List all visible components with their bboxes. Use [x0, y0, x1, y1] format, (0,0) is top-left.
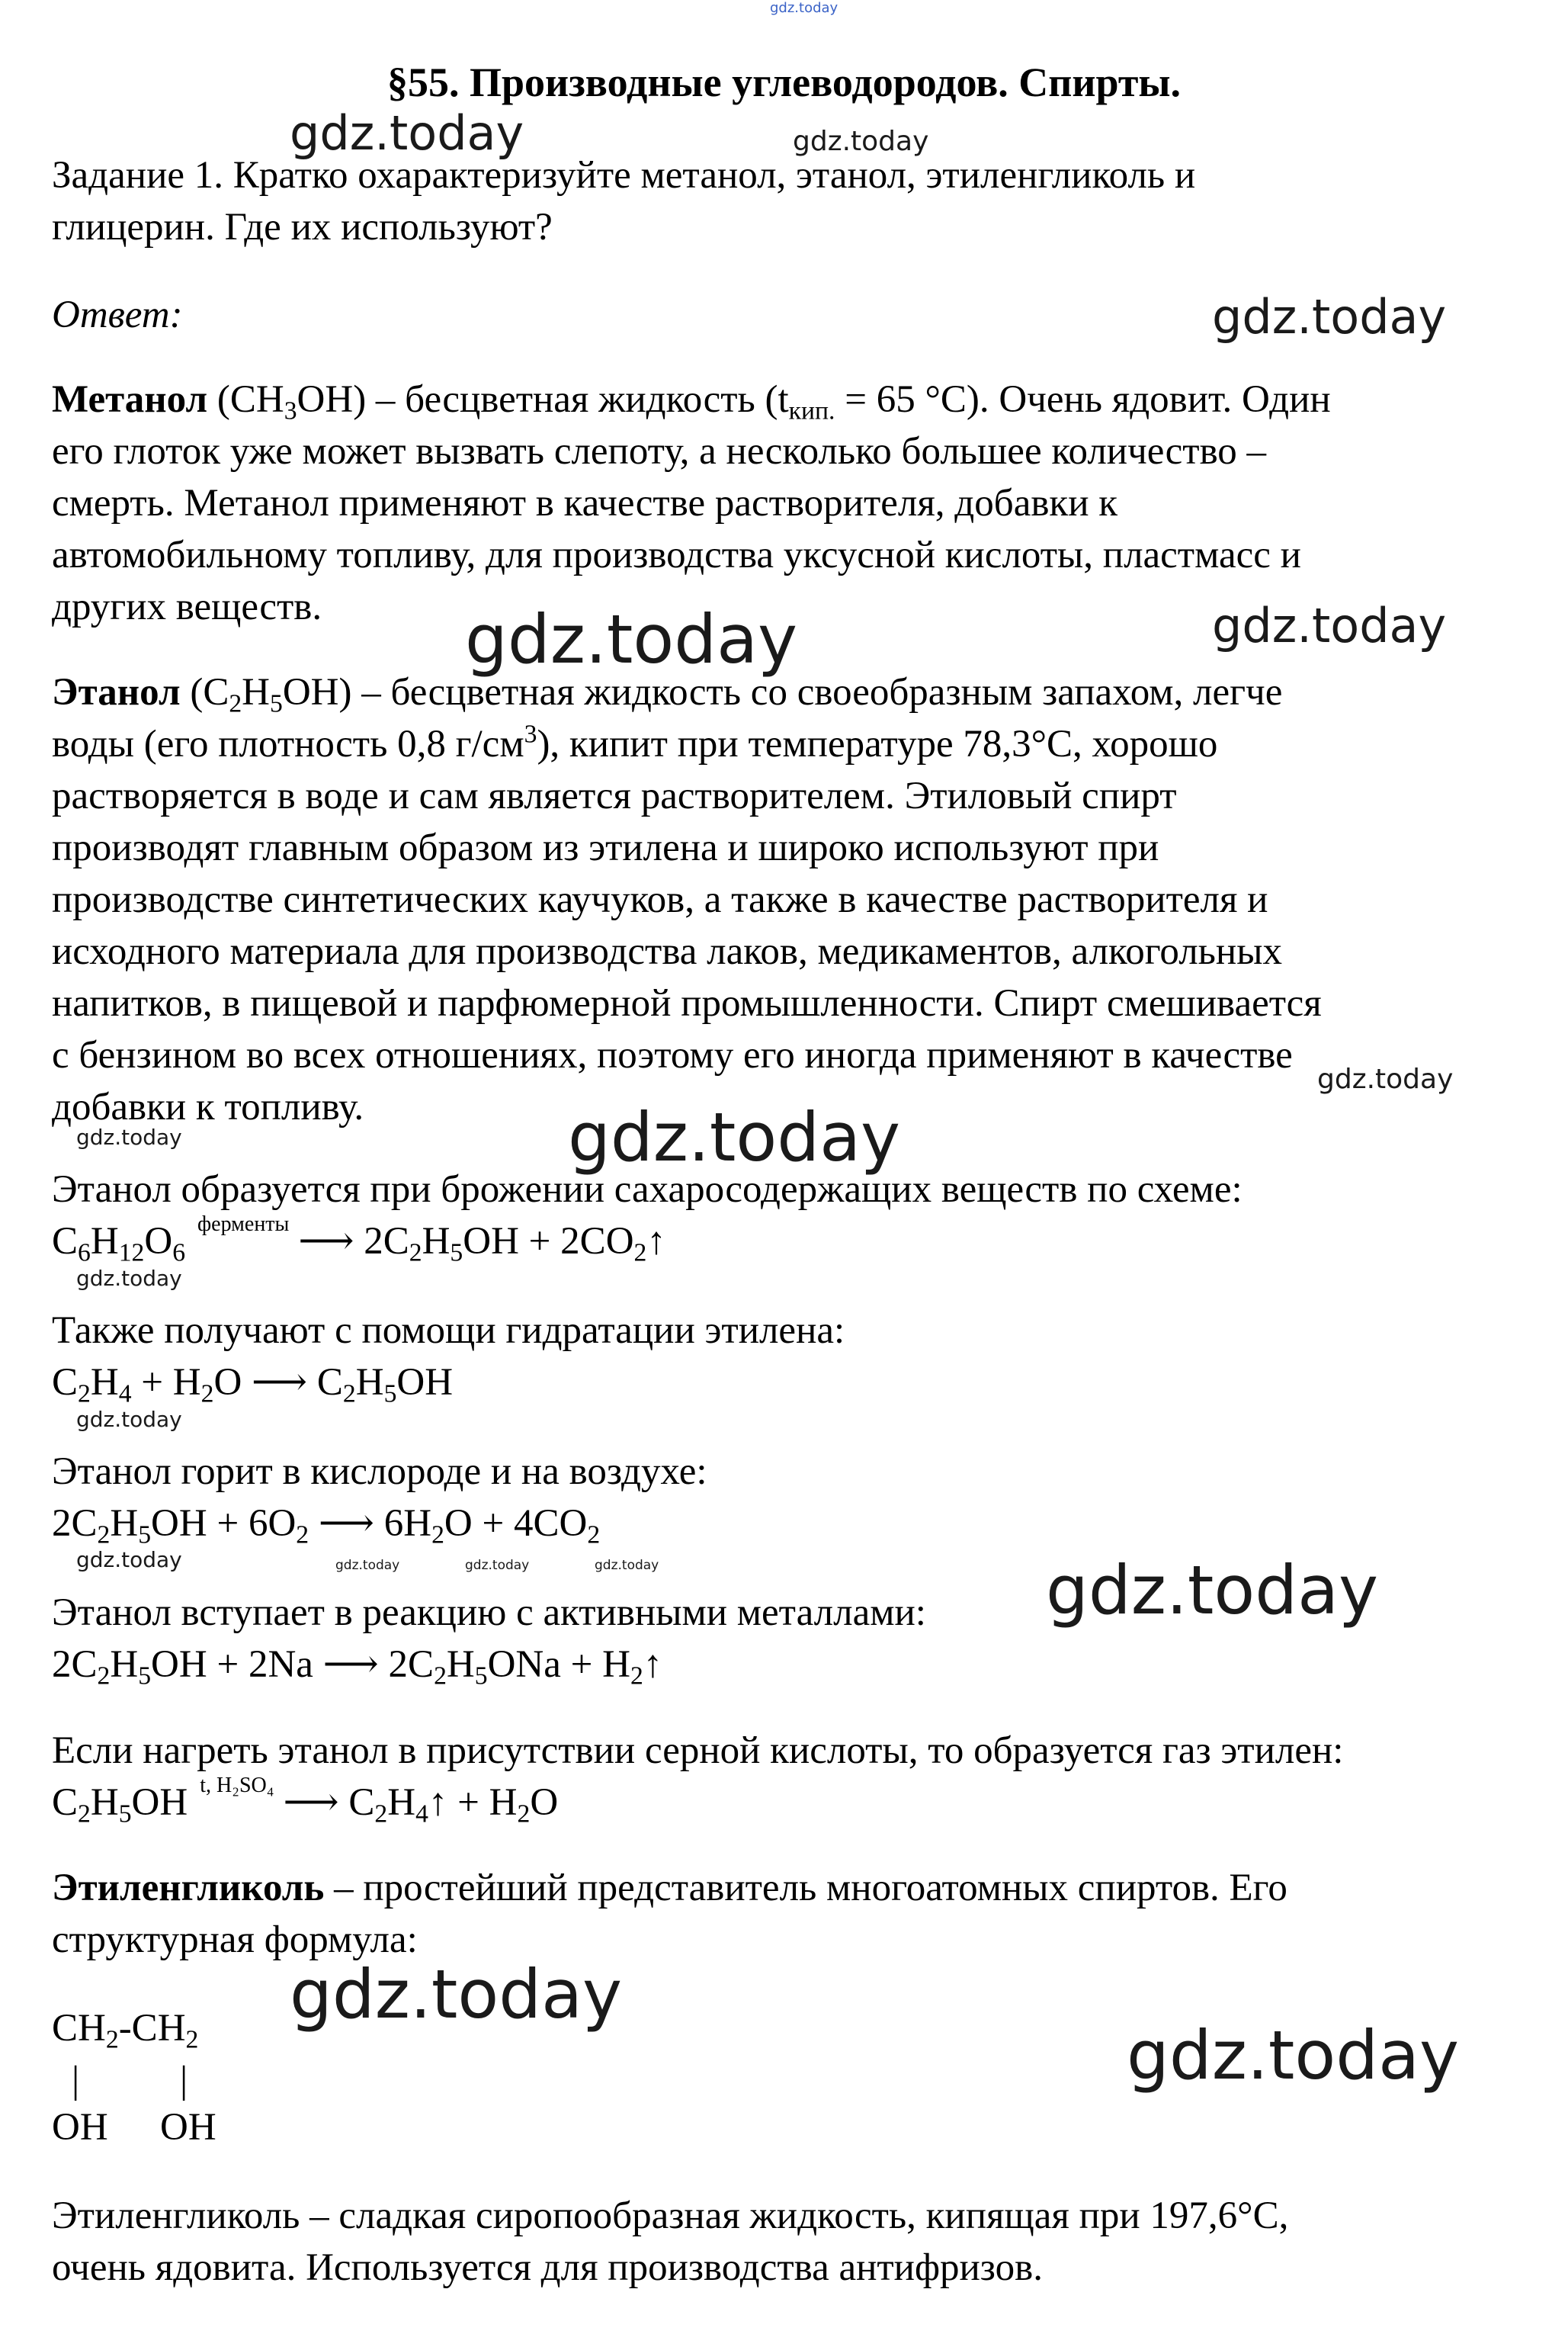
- answer-label-text: Ответ:: [52, 294, 183, 336]
- ethanol-line-1: Этанол $(C_2H_5OH)$ – бесцветная жидкость со своеобразным запахом, легче: [52, 671, 1283, 718]
- watermark-top: gdz.today: [770, 0, 839, 16]
- glycol-struct-oh-right: OH: [160, 2106, 216, 2149]
- hydration-equation: $C_2H_4 + H_2O$ ⟶ $C_2H_5OH$: [52, 1361, 454, 1408]
- metals-equation: $2C_2H_5OH + 2Na$ ⟶ $2C_2H_5ONa$ + $H_2↑$: [52, 1643, 663, 1690]
- ethanol-line-9: добавки к топливу.: [52, 1086, 364, 1128]
- metals-text: Этанол вступает в реакцию с активными металлами:: [52, 1591, 926, 1634]
- glycol-line-2: структурная формула:: [52, 1918, 418, 1961]
- combustion-equation: $2C_2H_5OH + 6O_2$ ⟶ $6H_2O + 4CO_2$: [52, 1502, 601, 1549]
- glycol-desc-2: очень ядовита. Используется для производства антифризов.: [52, 2246, 1043, 2289]
- ethanol-line-7: напитков, в пищевой и парфюмерной промышленности. Спирт смешивается: [52, 982, 1322, 1025]
- glycol-line-1: Этиленгликоль – простейший представитель многоатомных спиртов. Его: [52, 1867, 1287, 1909]
- watermark: gdz.today: [1212, 289, 1447, 345]
- watermark: gdz.today: [290, 105, 524, 161]
- dehydration-text: Если нагреть этанол в присутствии серной кислоты, то образуется газ этилен:: [52, 1729, 1344, 1772]
- ethanol-line-5: производстве синтетических каучуков, а также в качестве растворителя и: [52, 878, 1268, 921]
- page-title: §55. Производные углеводородов. Спирты.: [386, 59, 1182, 105]
- watermark: gdz.today: [568, 1098, 901, 1177]
- enzymes-label: ферменты: [197, 1212, 290, 1236]
- watermark: gdz.today: [465, 1558, 530, 1573]
- task-line-2: глицерин. Где их используют?: [52, 206, 553, 249]
- watermark: gdz.today: [76, 1266, 182, 1291]
- glycol-struct-oh-left: OH: [52, 2106, 108, 2149]
- combustion-text: Этанол горит в кислороде и на воздухе:: [52, 1450, 707, 1493]
- conditions-label: t, H₂SO₄: [200, 1774, 274, 1797]
- watermark: gdz.today: [793, 126, 929, 157]
- fermentation-equation: $C_6H_{12}O_6^{ферменты}$ ⟶ $2C_2H_5OH$ + $2CO_2↑$: [52, 1212, 666, 1267]
- methanol-line-2: его глоток уже может вызвать слепоту, а несколько большее количество –: [52, 430, 1267, 473]
- ethanol-line-4: производят главным образом из этилена и широко используют при: [52, 827, 1159, 869]
- glycol-struct-bond-left: |: [72, 2059, 80, 2101]
- glycol-name: Этиленгликоль: [52, 1867, 325, 1909]
- task-line-1: Задание 1. Кратко охарактеризуйте метанол, этанол, этиленгликоль и: [52, 154, 1196, 197]
- ethanol-name: Этанол: [52, 671, 181, 714]
- watermark: gdz.today: [1127, 2016, 1460, 2095]
- ethanol-line-3: растворяется в воде и сам является растворителем. Этиловый спирт: [52, 775, 1177, 817]
- ethanol-line-8: с бензином во всех отношениях, поэтому его иногда применяют в качестве: [52, 1034, 1293, 1077]
- watermark: gdz.today: [595, 1558, 659, 1573]
- methanol-line-4: автомобильному топливу, для производства уксусной кислоты, пластмасс и: [52, 534, 1301, 576]
- fermentation-text: Этанол образуется при брожении сахаросодержащих веществ по схеме:: [52, 1168, 1243, 1211]
- glycol-struct-top: $CH_2-CH_2$: [52, 2007, 199, 2054]
- methanol-line-3: смерть. Метанол применяют в качестве растворителя, добавки к: [52, 482, 1118, 525]
- ethanol-line-2: воды (его плотность 0,8 $г/см^3$), кипит при температуре 78,3°С, хорошо: [52, 720, 1218, 766]
- watermark: gdz.today: [335, 1558, 400, 1573]
- glycol-desc-1: Этиленгликоль – сладкая сиропообразная жидкость, кипящая при 197,6°С,: [52, 2194, 1289, 2237]
- dehydration-equation: $C_2H_5OH$ $^{t, H_2SO_4}$ ⟶ $C_2H_4↑ + H_2O$: [52, 1774, 559, 1828]
- methanol-line-5: других веществ.: [52, 586, 322, 628]
- glycol-struct-bond-right: |: [180, 2059, 188, 2101]
- watermark: gdz.today: [76, 1407, 182, 1432]
- answer-label: [52, 292, 183, 338]
- watermark: gdz.today: [1212, 598, 1447, 653]
- ethanol-line-6: исходного материала для производства лаков, медикаментов, алкогольных: [52, 930, 1282, 973]
- watermark: gdz.today: [1046, 1551, 1379, 1629]
- methanol-line-1: Метанол $(CH_3OH)$ – бесцветная жидкость ($t_{кип.} = 65$ °С). Очень ядовит. Один: [52, 378, 1331, 425]
- methanol-name: Метанол: [52, 378, 208, 421]
- watermark: gdz.today: [76, 1547, 182, 1572]
- watermark: gdz.today: [76, 1125, 182, 1150]
- watermark: gdz.today: [465, 600, 798, 679]
- watermark: gdz.today: [1317, 1064, 1454, 1095]
- watermark: gdz.today: [290, 1955, 623, 2034]
- hydration-text: Также получают с помощи гидратации этилена:: [52, 1309, 845, 1352]
